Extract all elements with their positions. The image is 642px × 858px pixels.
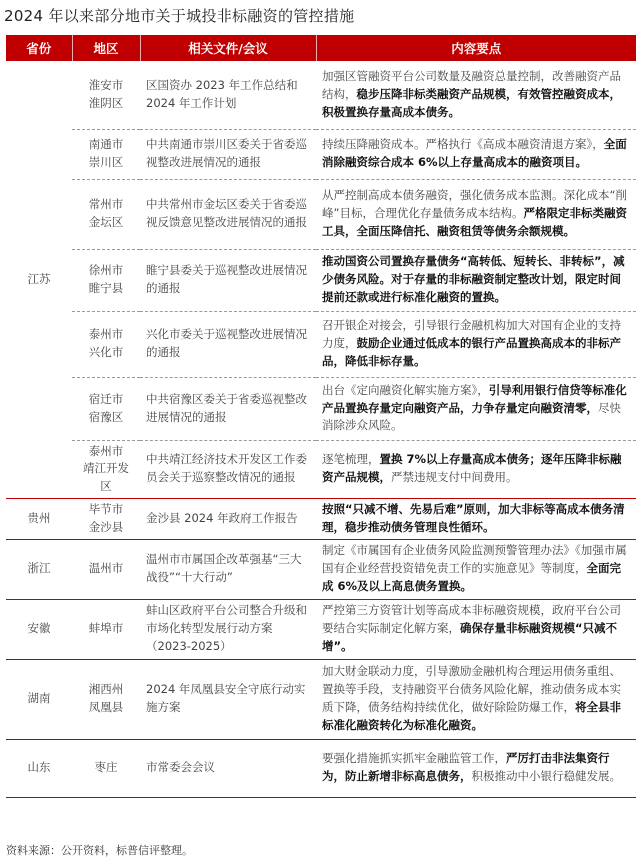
key-points-cell bbox=[316, 659, 636, 739]
key-point-text: 严控第三方资管计划等高成本非标融资规模，政府平台公司要结合实际制定化解方案， bbox=[322, 603, 621, 636]
key-points-cell bbox=[316, 539, 636, 599]
key-point-bold: 将全县非标准化融资转化为标准化融资。 bbox=[322, 700, 621, 732]
document-cell: 金沙县 2024 年政府工作报告 bbox=[140, 498, 316, 539]
table-row bbox=[6, 539, 636, 599]
key-point-bold: 推动国资公司置换存量债务“高转低、短转长、非转标”，减少债务风险。 bbox=[322, 254, 625, 287]
key-points-cell bbox=[316, 377, 636, 440]
table-row bbox=[6, 179, 636, 249]
key-point-bold: 全面完成 6%及以上高息债务置换。 bbox=[322, 561, 621, 593]
region-cell: 蚌埠市 bbox=[72, 599, 140, 659]
measures-table bbox=[6, 35, 636, 798]
table-row bbox=[6, 659, 636, 739]
key-point-bold: 置换 7%以上存量高成本债务；逐年压降非标融资产品规模， bbox=[322, 452, 622, 485]
region-cell: 常州市 金坛区 bbox=[72, 179, 140, 249]
key-point-bold: 鼓励企业通过低成本的银行产品置换高成本的非标产品，降低非标存量。 bbox=[322, 336, 621, 368]
key-point-text: 逐笔梳理， bbox=[322, 452, 380, 467]
region-cell: 徐州市 睢宁县 bbox=[72, 249, 140, 311]
key-point-bold: 全面消除融资综合成本 6%以上存量高成本的融资项目。 bbox=[322, 137, 627, 169]
key-point-text: 严禁违规支付中间费用。 bbox=[391, 470, 518, 485]
key-points-cell bbox=[316, 249, 636, 311]
table-row bbox=[6, 311, 636, 377]
key-point-text: 尽快消除涉众风险。 bbox=[322, 400, 621, 433]
key-point-bold: 对于存量的非标融资制定整改计划，限定时间提前还款或进行标准化融资的置换。 bbox=[322, 272, 621, 304]
key-point-bold: 严格限定非标类融资工具，全面压降信托、融资租赁等债务余额规模。 bbox=[322, 206, 627, 238]
col-header-docs: 相关文件/会议 bbox=[140, 35, 316, 61]
table-row bbox=[6, 599, 636, 659]
region-cell: 泰州市 兴化市 bbox=[72, 311, 140, 377]
province-cell: 安徽 bbox=[6, 599, 72, 659]
region-cell: 宿迁市 宿豫区 bbox=[72, 377, 140, 440]
key-points-cell bbox=[316, 739, 636, 797]
table-header-row bbox=[6, 35, 636, 61]
col-header-region: 地区 bbox=[72, 35, 140, 61]
region-cell: 温州市 bbox=[72, 539, 140, 599]
key-point-text: 加大财金联动力度，引导激励金融机构合理运用债务重组、置换等手段，支持融资平台债务风险化解，推动债务成本实质下降，债务结构持续优化，做好除险防爆工作， bbox=[322, 664, 621, 715]
key-points-cell bbox=[316, 440, 636, 498]
key-point-text: 制定《市属国有企业债务风险监测预警管理办法》《加强市属国有企业经营投资错免责工作的实施意见》等制度， bbox=[322, 543, 627, 576]
table-row bbox=[6, 440, 636, 498]
key-point-bold: 按照“只减不增、先易后难”原则，加大非标等高成本债务清理，稳步推动债务管理良性循环。 bbox=[322, 501, 625, 534]
key-points-cell bbox=[316, 498, 636, 539]
document-cell: 中共靖江经济技术开发区工作委员会关于巡察整改情况的通报 bbox=[140, 440, 316, 498]
table-row bbox=[6, 61, 636, 129]
source-note: 资料来源：公开资料，标普信评整理。 bbox=[6, 844, 193, 857]
key-point-bold: 引导利用银行信贷等标准化产品置换存量定向融资产品，力争存量定向融资清零， bbox=[322, 382, 627, 415]
table-row bbox=[6, 377, 636, 440]
document-cell: 中共宿豫区委关于省委巡视整改进展情况的通报 bbox=[140, 377, 316, 440]
region-cell: 南通市 崇川区 bbox=[72, 129, 140, 179]
col-header-points: 内容要点 bbox=[316, 35, 636, 61]
key-point-bold: 稳步压降非标类融资产品规模，有效管控融资成本，积极置换存量高成本债务。 bbox=[322, 86, 621, 119]
region-cell: 淮安市 淮阴区 bbox=[72, 61, 140, 129]
province-cell: 江苏 bbox=[6, 61, 72, 498]
region-cell: 湘西州 凤凰县 bbox=[72, 659, 140, 739]
key-point-bold: 严厉打击非法集资行为，防止新增非标高息债务， bbox=[322, 751, 610, 784]
province-cell: 浙江 bbox=[6, 539, 72, 599]
region-cell: 枣庄 bbox=[72, 739, 140, 797]
table-row bbox=[6, 249, 636, 311]
table-row bbox=[6, 129, 636, 179]
document-cell: 市常委会会议 bbox=[140, 739, 316, 797]
region-cell: 毕节市 金沙县 bbox=[72, 498, 140, 539]
page-title: 2024 年以来部分地市关于城投非标融资的管控措施 bbox=[4, 7, 355, 25]
document-cell: 区国资办 2023 年工作总结和 2024 年工作计划 bbox=[140, 61, 316, 129]
province-cell: 山东 bbox=[6, 739, 72, 797]
key-points-cell bbox=[316, 129, 636, 179]
document-cell: 温州市市属国企改革强基“三大战役”“十大行动” bbox=[140, 539, 316, 599]
document-cell: 中共常州市金坛区委关于省委巡视反馈意见整改进展情况的通报 bbox=[140, 179, 316, 249]
document-cell: 蚌山区政府平台公司整合升级和市场化转型发展行动方案（2023-2025） bbox=[140, 599, 316, 659]
key-point-text: 持续压降融资成本。严格执行《高成本融资清退方案》， bbox=[322, 137, 604, 152]
document-cell: 睢宁县委关于巡视整改进展情况的通报 bbox=[140, 249, 316, 311]
col-header-province: 省份 bbox=[6, 35, 72, 61]
key-points-cell bbox=[316, 61, 636, 129]
province-cell: 湖南 bbox=[6, 659, 72, 739]
document-cell: 2024 年凤凰县安全守底行动实施方案 bbox=[140, 659, 316, 739]
key-point-text: 加强区管融资平台公司数量及融资总量控制，改善融资产品结构， bbox=[322, 69, 621, 101]
key-points-cell bbox=[316, 599, 636, 659]
document-cell: 中共南通市崇川区委关于省委巡视整改进展情况的通报 bbox=[140, 129, 316, 179]
table-row bbox=[6, 739, 636, 797]
table-row bbox=[6, 498, 636, 539]
document-cell: 兴化市委关于巡视整改进展情况的通报 bbox=[140, 311, 316, 377]
key-point-text: 召开银企对接会，引导银行金融机构加大对国有企业的支持力度， bbox=[322, 318, 621, 351]
key-point-bold: 确保存量非标融资规模“只减不增”。 bbox=[322, 621, 618, 653]
key-points-cell bbox=[316, 179, 636, 249]
table-body bbox=[6, 61, 636, 797]
region-cell: 泰州市 靖江开发区 bbox=[72, 440, 140, 498]
key-point-text: 出台《定向融资化解实施方案》， bbox=[322, 382, 489, 397]
key-points-cell bbox=[316, 311, 636, 377]
key-point-text: 要强化措施抓实抓牢金融监管工作， bbox=[322, 751, 506, 766]
province-cell: 贵州 bbox=[6, 498, 72, 539]
key-point-text: 积极推动中小银行稳健发展。 bbox=[471, 769, 621, 784]
key-point-text: 从严控制高成本债务融资，强化债务成本监测。深化成本“削峰”目标，合理优化存量债务成本结构。 bbox=[322, 188, 627, 221]
